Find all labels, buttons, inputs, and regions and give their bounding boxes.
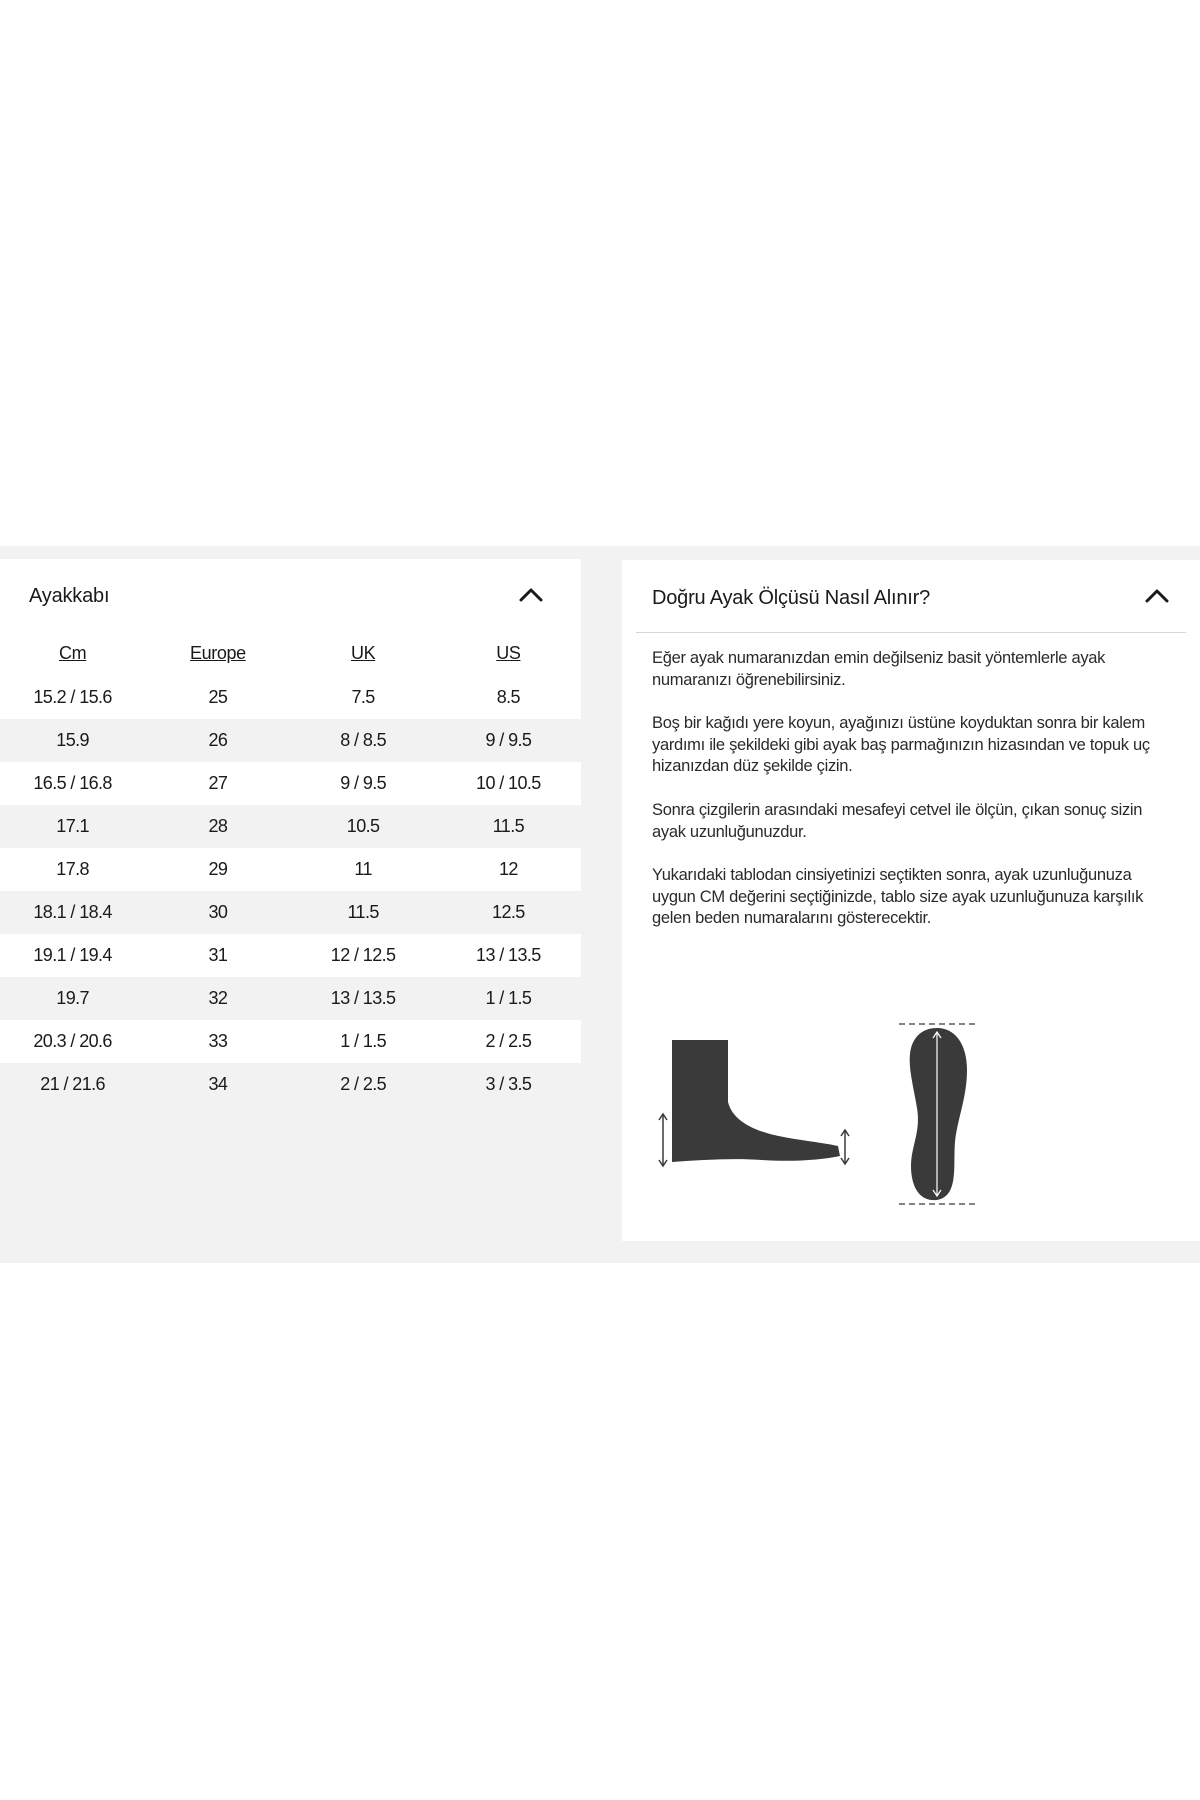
cell-cm: 18.1 / 18.4 (33, 902, 112, 922)
cell-us: 1 / 1.5 (485, 988, 532, 1008)
measure-guide-title: Doğru Ayak Ölçüsü Nasıl Alınır? (652, 587, 931, 609)
cell-europe: 30 (208, 902, 228, 922)
column-header-uk[interactable]: UK (351, 643, 376, 663)
cell-uk: 12 / 12.5 (330, 945, 396, 965)
cell-cm: 15.2 / 15.6 (33, 687, 112, 707)
cell-uk: 2 / 2.5 (340, 1074, 387, 1094)
cell-europe: 34 (208, 1074, 228, 1094)
cell-us: 11.5 (492, 816, 525, 836)
cell-uk: 7.5 (351, 687, 375, 707)
cell-uk: 9 / 9.5 (340, 773, 387, 793)
cell-uk: 8 / 8.5 (340, 730, 387, 750)
size-chart-header[interactable] (0, 559, 581, 631)
foot-side-icon (652, 1030, 852, 1180)
measure-guide-panel (622, 560, 1200, 1241)
guide-paragraph: Boş bir kağıdı yere koyun, ayağınızı üstüne koyduktan sonra bir kalem yardımı ile şekildeki gibi ayak baş parmağınızın hizasından ve topuk uç hizanızdan düz şekilde çizin. (652, 714, 1150, 775)
column-header-us[interactable]: US (496, 643, 521, 663)
size-table (0, 631, 581, 1106)
cell-us: 12 (498, 859, 518, 879)
cell-cm: 21 / 21.6 (40, 1074, 105, 1094)
cell-us: 13 / 13.5 (476, 945, 541, 965)
chevron-up-icon[interactable] (1144, 588, 1170, 604)
cell-europe: 33 (208, 1031, 228, 1051)
cell-cm: 15.9 (56, 730, 89, 750)
cell-europe: 32 (208, 988, 228, 1008)
column-header-europe[interactable]: Europe (190, 643, 246, 663)
cell-europe: 26 (208, 730, 228, 750)
cell-europe: 27 (208, 773, 228, 793)
table-row[interactable] (0, 676, 581, 719)
cell-uk: 10.5 (346, 816, 380, 836)
table-row[interactable] (0, 1063, 581, 1106)
guide-paragraph: Eğer ayak numaranızdan emin değilseniz basit yöntemlerle ayak numaranızı öğrenebilirsiniz. (652, 649, 1106, 689)
cell-uk: 1 / 1.5 (340, 1031, 387, 1051)
table-row[interactable] (0, 934, 581, 977)
cell-us: 3 / 3.5 (485, 1074, 532, 1094)
cell-us: 10 / 10.5 (476, 773, 541, 793)
table-row[interactable] (0, 762, 581, 805)
table-row[interactable] (0, 977, 581, 1020)
cell-us: 2 / 2.5 (485, 1031, 532, 1051)
column-header-cm[interactable]: Cm (59, 643, 87, 663)
guide-paragraph: Sonra çizgilerin arasındaki mesafeyi cetvel ile ölçün, çıkan sonuç sizin ayak uzunluğunuzdur. (652, 801, 1143, 841)
cell-cm: 17.1 (56, 816, 89, 836)
table-row[interactable] (0, 891, 581, 934)
cell-us: 8.5 (496, 687, 520, 707)
size-chart-panel (0, 559, 581, 1249)
table-row[interactable] (0, 848, 581, 891)
foot-sole-icon (897, 1020, 977, 1210)
size-chart-title: Ayakkabı (29, 585, 110, 607)
cell-europe: 31 (208, 945, 228, 965)
cell-uk: 13 / 13.5 (330, 988, 396, 1008)
cell-cm: 17.8 (56, 859, 89, 879)
cell-uk: 11 (354, 859, 372, 879)
cell-cm: 19.1 / 19.4 (33, 945, 112, 965)
cell-europe: 29 (208, 859, 228, 879)
chevron-up-icon[interactable] (518, 587, 544, 603)
table-row[interactable] (0, 719, 581, 762)
cell-cm: 20.3 / 20.6 (33, 1031, 112, 1051)
cell-europe: 25 (208, 687, 228, 707)
cell-cm: 16.5 / 16.8 (33, 773, 112, 793)
guide-paragraph: Yukarıdaki tablodan cinsiyetinizi seçtikten sonra, ayak uzunluğunuza uygun CM değerini seçtiğinizde, tablo size ayak uzunluğunuza karşılık gelen beden numaralarını gösterecektir. (652, 866, 1144, 927)
cell-cm: 19.7 (56, 988, 89, 1008)
cell-europe: 28 (208, 816, 228, 836)
table-header-row (0, 631, 581, 676)
table-row[interactable] (0, 805, 581, 848)
cell-uk: 11.5 (347, 902, 379, 922)
measure-guide-header[interactable] (622, 560, 1200, 632)
header-divider (636, 632, 1186, 633)
cell-us: 9 / 9.5 (485, 730, 532, 750)
table-row[interactable] (0, 1020, 581, 1063)
cell-us: 12.5 (492, 902, 525, 922)
